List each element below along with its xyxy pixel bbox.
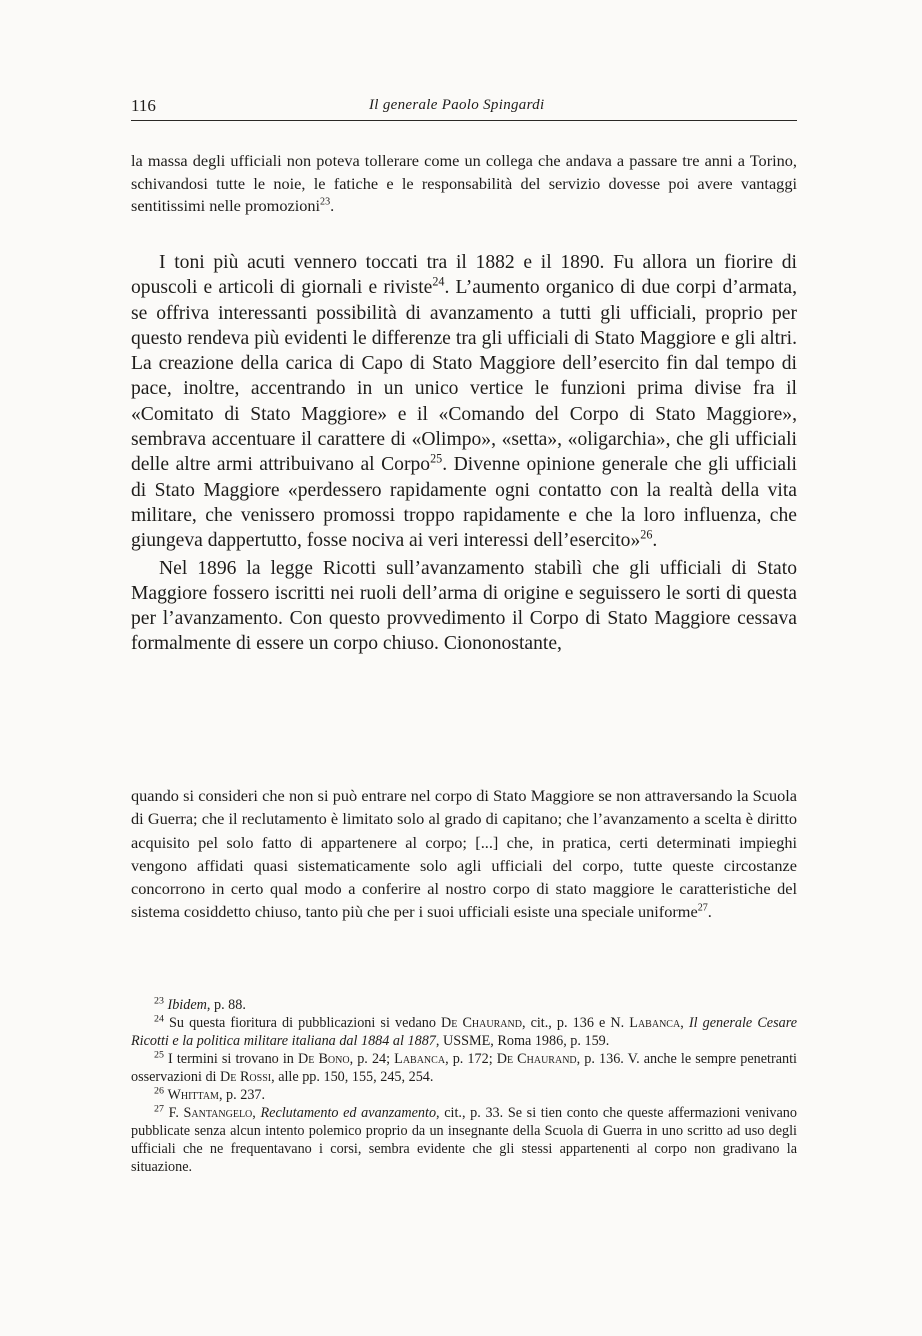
footnote-27: $^{27}$ F. Santangelo, Reclutamento ed avanzamento, cit., p. 33. Se si tien conto che queste affermazioni venivano pubblicate senza alcun intento polemico proprio da un insegnante della Scuola di Guerra in uno scritto ad uso degli ufficiali che ne frequentavano i corsi, sembra evidente che gli stessi appartenenti al corpo non gradivano la situazione. (131, 1103, 797, 1175)
page-number: 116 (131, 96, 156, 115)
footnotes (131, 996, 797, 1176)
footnote-24: $^{24}$ Su questa fioritura di pubblicazioni si vedano De Chaurand, cit., p. 136 e N. Labanca, Il generale Cesare Ricotti e la politica militare italiana dal 1884 al 1887, USSME, Roma 1986, p. 159. (131, 1013, 797, 1049)
running-title: Il generale Paolo Spingardi (369, 97, 545, 113)
page-header (131, 94, 797, 121)
block-quote-bottom (131, 784, 797, 924)
footnote-25: $^{25}$ I termini si trovano in De Bono, p. 24; Labanca, p. 172; De Chaurand, p. 136. V. anche le sempre penetranti osservazioni di De Rossi, alle pp. 150, 155, 245, 254. (131, 1049, 797, 1085)
block-quote-top (131, 150, 797, 218)
quote-paragraph: quando si consideri che non si può entrare nel corpo di Stato Maggiore se non attraversando la Scuola di Guerra; che il reclutamento è limitato solo al grado di capitano; che l’avanzamento a scelta è diritto acquisito pel solo fatto di appartenere al corpo; [...] che, in pratica, certi determinati impieghi vengono affidati quasi sistematicamente solo agli ufficiali del corpo, tutte queste circostanze concorrono in certo qual modo a conferire al nostro corpo di stato maggiore le caratteristiche del sistema cosiddetto chiuso, tanto più che per i suoi ufficiali esiste una speciale uniforme$^{27}$. (131, 786, 797, 922)
footnote-ref-26: 26 (640, 527, 653, 542)
footnote-ref-25: 25 (430, 451, 443, 466)
body-text (131, 250, 797, 657)
footnote-26: $^{26}$ Whittam, p. 237. (154, 1085, 266, 1103)
footnote-ref-24: 24 (432, 274, 445, 289)
footnote-ref-23: 23 (320, 196, 331, 208)
body-paragraph-2: Nel 1896 la legge Ricotti sull’avanzamento stabilì che gli ufficiali di Stato Maggiore fossero iscritti nei ruoli dell’arma di origine e seguissero le sorti di questa per l’avanzamento. Con questo provvedimento il Corpo di Stato Maggiore cessava formalmente di essere un corpo chiuso. Ciononostante, (131, 557, 797, 655)
body-paragraph-1: I toni più acuti vennero toccati tra il 1882 e il 1890. Fu allora un fiorire di opuscoli e articoli di giornali e riviste$^{24}$. L’aumento organico di due corpi d’armata, se offriva interessanti possibilità di avanzamento a tutti gli ufficiali, proprio per questo rendeva più evidenti le differenze tra gli ufficiali di Stato Maggiore e gli altri. La creazione della carica di Capo di Stato Maggiore dell’esercito fin dal tempo di pace, inoltre, accentrando in un unico vertice le funzioni prima divise fra il «Comitato di Stato Maggiore» e il «Comando del Corpo di Stato Maggiore», sembrava accentuare il carattere di «Olimpo», «setta», «oligarchia», che gli ufficiali delle altre armi attribuivano al Corpo$^{25}$. Divenne opinione generale che gli ufficiali di Stato Maggiore «perdessero rapidamente ogni contatto con la realtà della vita militare, che venissero promossi troppo rapidamente e che la loro influenza, che giungeva dappertutto, fosse nociva ai veri interessi dell’esercito»$^{26}$. (131, 252, 797, 552)
quote-paragraph: la massa degli ufficiali non poteva tollerare come un collega che andava a passare tre anni a Torino, schivandosi tutte le noie, le fatiche e le responsabilità del servizio dovesse poi avere vantaggi sentitissimi nelle promozioni$^{23}$. (131, 151, 797, 215)
footnote-23: $^{23}$ Ibidem, p. 88. (154, 995, 246, 1013)
footnote-ref-27: 27 (697, 903, 708, 915)
